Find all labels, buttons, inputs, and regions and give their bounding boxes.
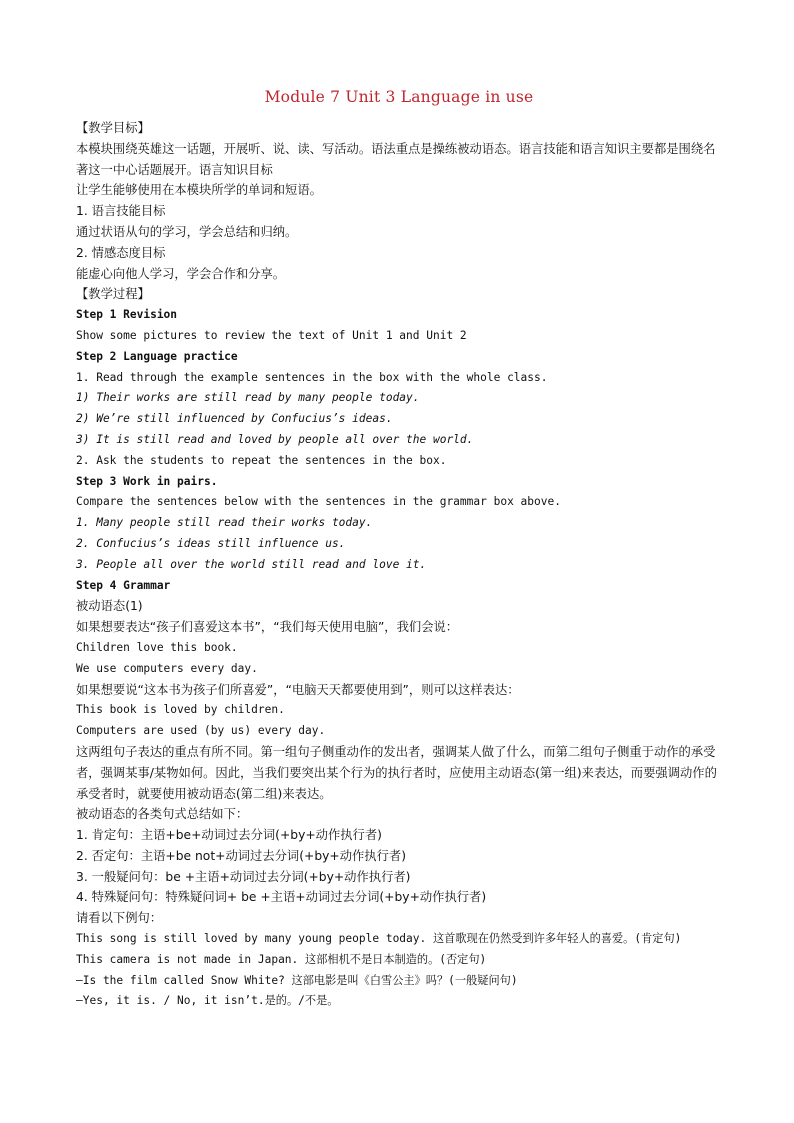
attitude-goal-text: 能虚心向他人学习，学会合作和分享。 <box>76 266 286 281</box>
step2-instruction-2: 2. Ask the students to repeat the sentences in the box. <box>76 453 447 467</box>
step3-sentence-2: 2. Confucius’s ideas still influence us. <box>76 536 346 550</box>
grammar-subtitle: 被动语态(1) <box>76 599 143 614</box>
grammar-example-2: We use computers every day. <box>76 661 258 675</box>
objectives-heading: 【教学目标】 <box>76 121 150 135</box>
step1-title: Step 1 Revision <box>76 308 178 322</box>
document-title: Module 7 Unit 3 Language in use <box>264 88 534 106</box>
grammar-summary-title: 被动语态的各类句式总结如下： <box>76 807 249 822</box>
step3-title: Step 3 Work in pairs. <box>76 474 218 488</box>
step3-sentence-3: 3. People all over the world still read and love it. <box>76 557 427 571</box>
step2-sentence-1: 1) Their works are still read by many people today. <box>76 391 420 405</box>
example-sentence-3: —Is the film called Snow White? 这部电影是叫《白雪公主》吗？(一般疑问句) <box>76 973 518 987</box>
step2-sentence-3: 3) It is still read and loved by people all over the world. <box>76 432 474 446</box>
step1-text: Show some pictures to review the text of Unit 1 and Unit 2 <box>76 328 467 342</box>
example-sentence-4: —Yes, it is. / No, it isn’t.是的。/不是。 <box>76 994 339 1008</box>
grammar-example-3: This book is loved by children. <box>76 703 285 717</box>
grammar-intro-2: 如果想要说“这本书为孩子们所喜爱”，“电脑天天都要使用到”，则可以这样表达： <box>76 682 520 697</box>
step2-sentence-2: 2) We’re still influenced by Confucius’s ideas. <box>76 412 393 426</box>
objectives-paragraph: 本模块围绕英雄这一话题，开展听、说、读、写活动。语法重点是操练被动语态。语言技能和语言知识主要都是围绕名著这一中心话题展开。语言知识目标 <box>76 141 716 177</box>
step2-title: Step 2 Language practice <box>76 349 238 363</box>
step3-text: Compare the sentences below with the sentences in the grammar box above. <box>76 495 561 509</box>
grammar-example-1: Children love this book. <box>76 640 238 654</box>
step3-sentence-1: 1. Many people still read their works today. <box>76 516 373 530</box>
step2-instruction-1: 1. Read through the example sentences in the box with the whole class. <box>76 370 548 384</box>
attitude-goal-title: 2. 情感态度目标 <box>76 245 166 260</box>
examples-intro: 请看以下例句： <box>76 911 163 926</box>
step4-title: Step 4 Grammar <box>76 578 171 592</box>
grammar-example-4: Computers are used (by us) every day. <box>76 724 326 738</box>
example-sentence-2: This camera is not made in Japan. 这部相机不是日本制造的。(否定句) <box>76 952 487 966</box>
grammar-intro-1: 如果想要表达“孩子们喜爱这本书”，“我们每天使用电脑”，我们会说： <box>76 620 459 635</box>
objectives-text: 让学生能够使用在本模块所学的单词和短语。 <box>76 183 322 198</box>
grammar-form-2: 2. 否定句：主语+be not+动词过去分词(+by+动作执行者) <box>76 848 406 863</box>
grammar-form-4: 4. 特殊疑问句：特殊疑问词+ be +主语+动词过去分词(+by+动作执行者) <box>76 890 487 905</box>
process-heading: 【教学过程】 <box>76 287 150 302</box>
example-sentence-1: This song is still loved by many young people today. 这首歌现在仍然受到许多年轻人的喜爱。(肯定句) <box>76 932 682 946</box>
grammar-form-3: 3. 一般疑问句：be +主语+动词过去分词(+by+动作执行者) <box>76 869 411 884</box>
skills-goal-text: 通过状语从句的学习，学会总结和归纳。 <box>76 224 298 239</box>
grammar-form-1: 1. 肯定句：主语+be+动词过去分词(+by+动作执行者) <box>76 828 382 843</box>
skills-goal-title: 1. 语言技能目标 <box>76 204 166 219</box>
document-page <box>76 84 722 1012</box>
grammar-explanation: 这两组句子表达的重点有所不同。第一组句子侧重动作的发出者，强调某人做了什么，而第二组句子侧重于动作的承受者，强调某事/某物如何。因此，当我们要突出某个行为的执行者时，应使用主动语态(第一组)来表达，而要强调动作的承受者时，就要使用被动语态(第二组)来表达。 <box>76 744 717 801</box>
